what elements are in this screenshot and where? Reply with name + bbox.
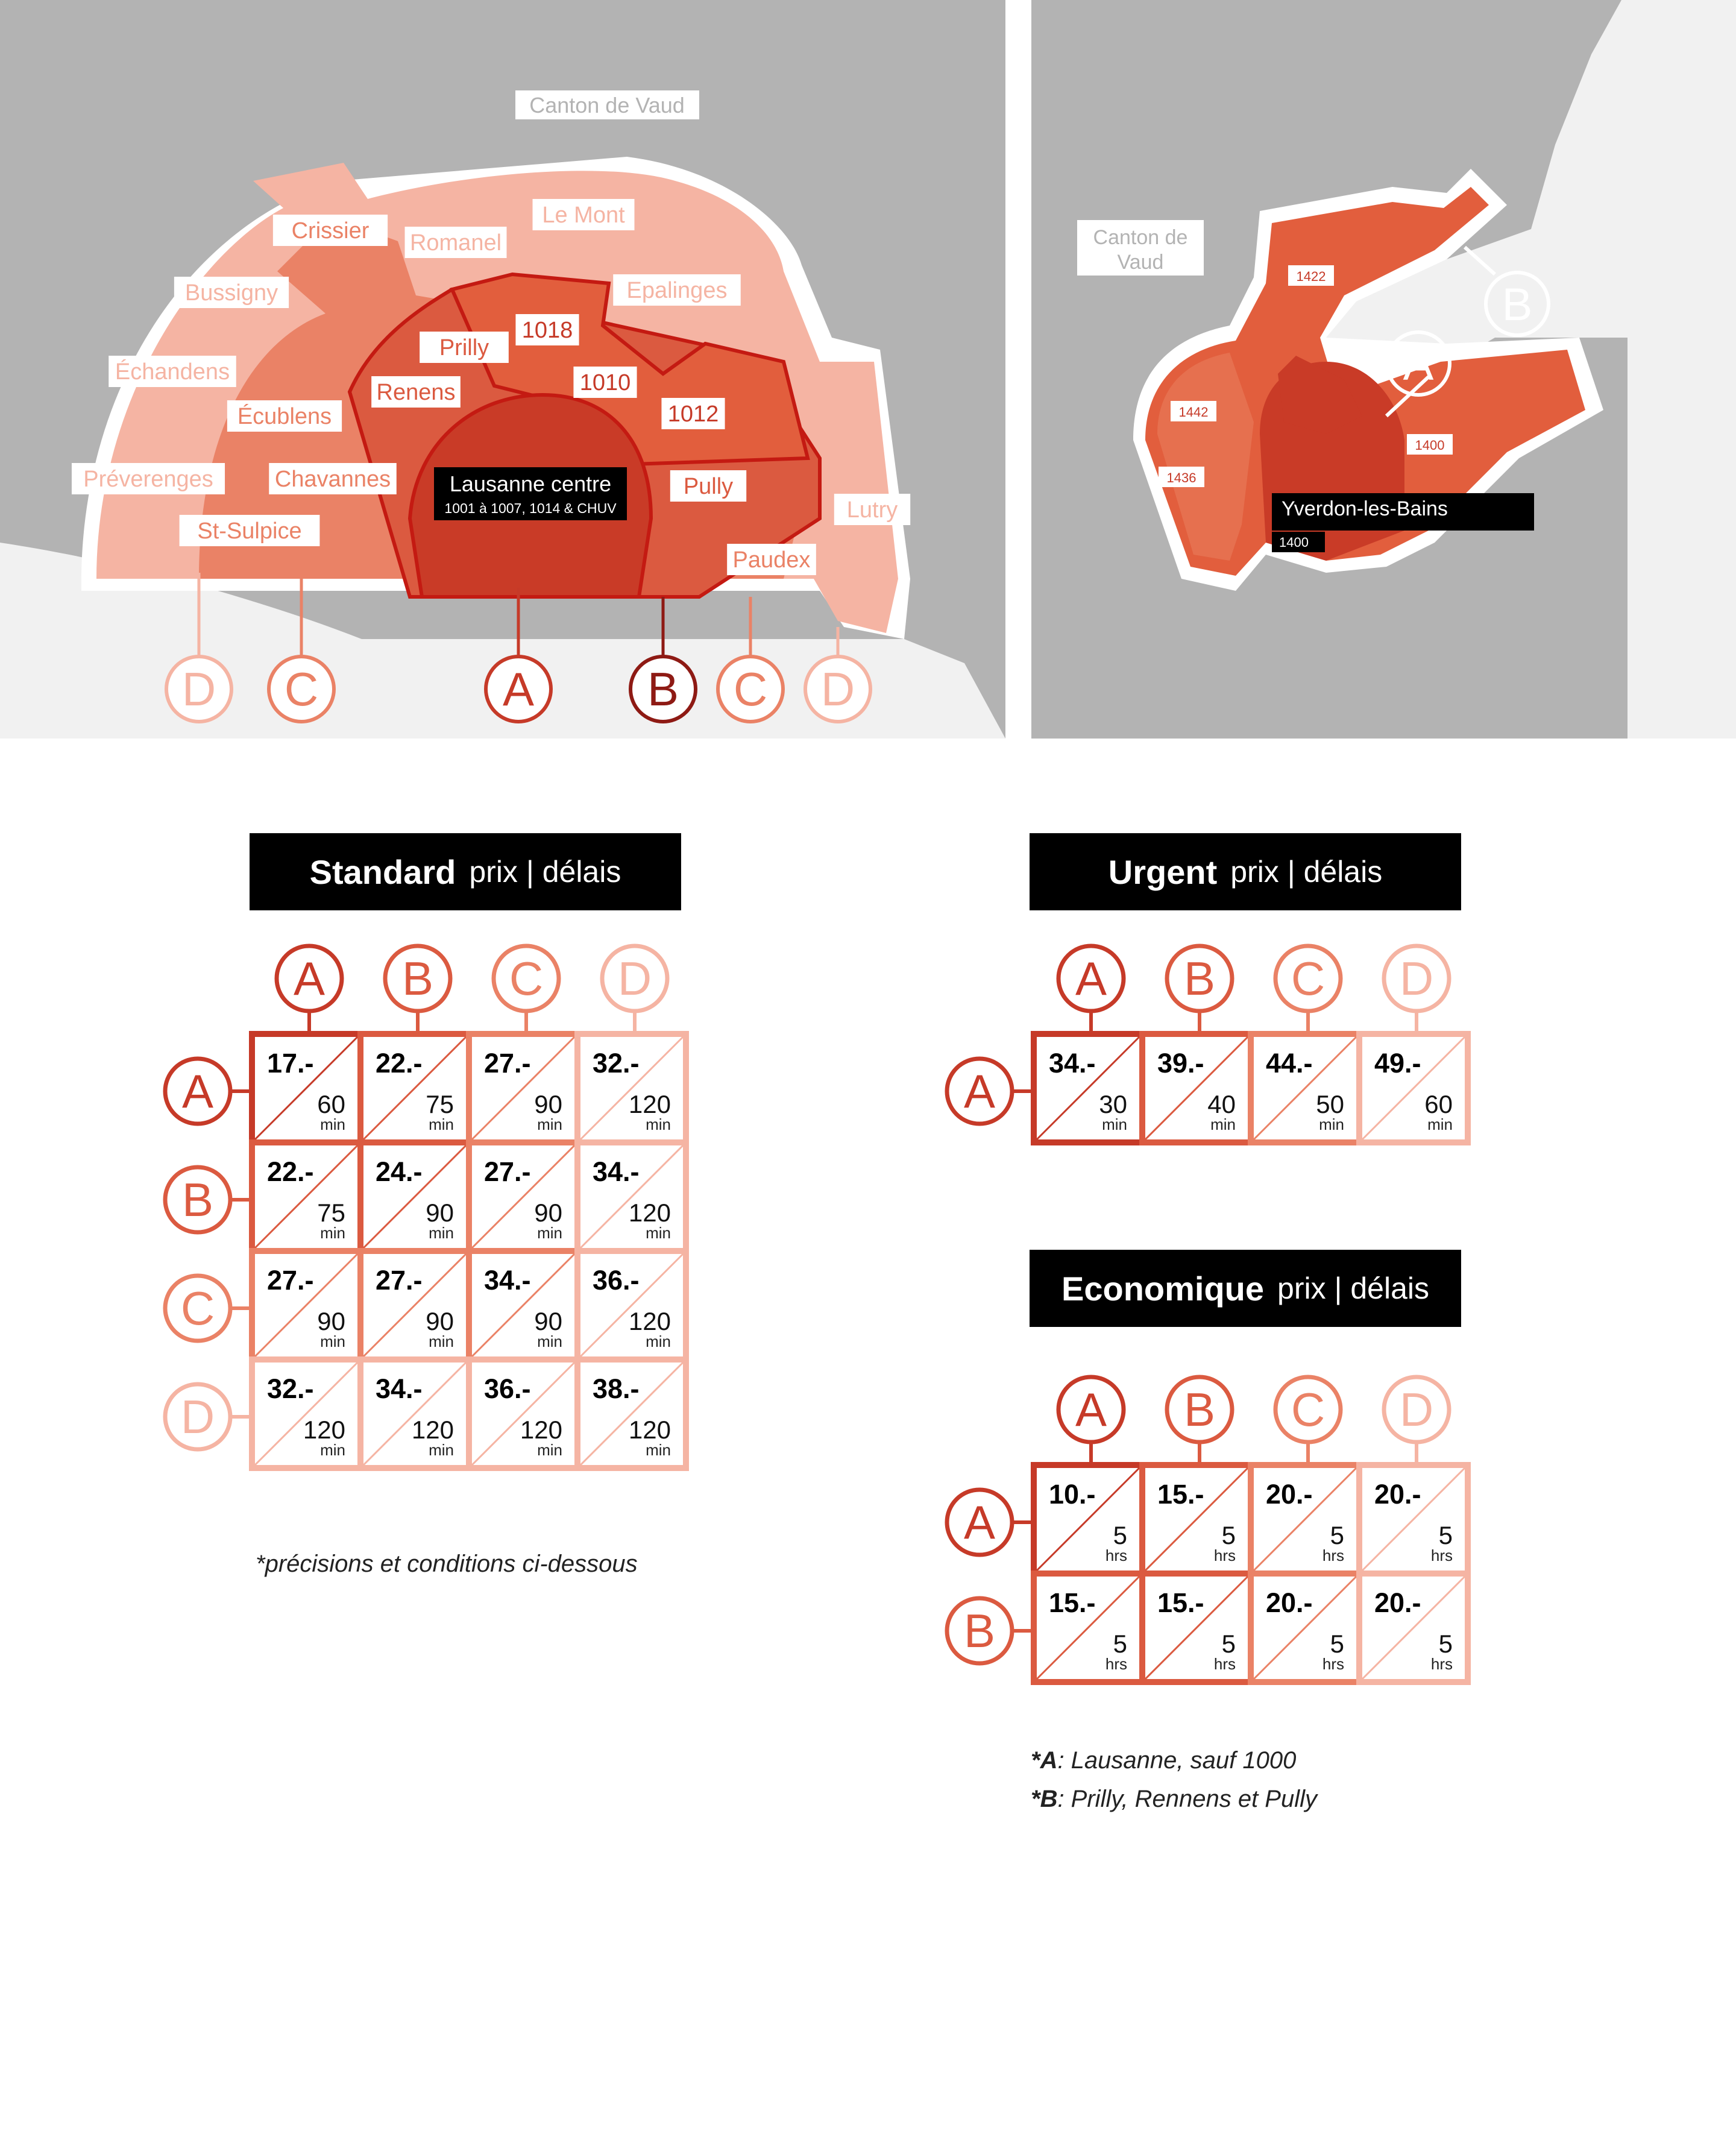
delay-value: 5	[1438, 1521, 1453, 1549]
place-label	[613, 274, 741, 306]
delay-unit: min	[1319, 1115, 1344, 1133]
yverdon-map	[1031, 0, 1736, 739]
row-zone-a	[947, 1490, 1012, 1555]
column-zone-b	[1167, 946, 1232, 1011]
column-zone-c	[1275, 1377, 1341, 1442]
zone-marker-c	[269, 657, 334, 722]
price-cell	[1145, 1468, 1248, 1570]
price-value: 20.-	[1374, 1587, 1421, 1618]
delay-unit: hrs	[1322, 1546, 1344, 1564]
delay-value: 5	[1330, 1630, 1344, 1658]
column-zone-d	[602, 946, 667, 1011]
svg-text:C: C	[180, 1282, 215, 1335]
delay-value: 90	[426, 1199, 454, 1227]
delay-value: 50	[1316, 1090, 1344, 1118]
yverdon-sublabel: 1400	[1279, 535, 1309, 550]
price-cell	[1362, 1577, 1465, 1679]
svg-text:B: B	[1183, 952, 1216, 1005]
column-zone-a	[277, 946, 342, 1011]
row-zone-a	[165, 1059, 230, 1124]
price-cell	[1362, 1037, 1465, 1139]
delay-value: 60	[317, 1090, 345, 1118]
postal-code-label	[1159, 467, 1204, 487]
delay-unit: hrs	[1322, 1655, 1344, 1673]
place-label	[174, 277, 289, 308]
svg-text:C: C	[1291, 1383, 1326, 1436]
svg-text:D: D	[180, 1390, 215, 1443]
note-a-text: : Lausanne, sauf 1000	[1057, 1747, 1297, 1774]
delay-unit: min	[1102, 1115, 1127, 1133]
row-zone-b	[165, 1167, 230, 1232]
row-zone-b	[947, 1598, 1012, 1663]
place-label	[420, 332, 509, 363]
svg-text:Epalinges: Epalinges	[626, 278, 728, 303]
delay-value: 75	[317, 1199, 345, 1227]
delay-value: 5	[1113, 1521, 1127, 1549]
price-cell	[255, 1254, 357, 1356]
zone-marker-a	[486, 657, 551, 722]
svg-text:C: C	[733, 663, 768, 716]
delay-value: 120	[628, 1199, 671, 1227]
economique-note-a	[1031, 1747, 1296, 1774]
delay-value: 60	[1424, 1090, 1453, 1118]
row-zone-a	[947, 1059, 1012, 1124]
price-value: 38.-	[593, 1373, 640, 1404]
price-cell	[580, 1145, 683, 1248]
delay-unit: hrs	[1430, 1655, 1453, 1673]
economique-subtitle: prix | délais	[1277, 1271, 1429, 1305]
canton-label: Canton de Vaud	[529, 93, 685, 118]
svg-text:A: A	[502, 663, 535, 716]
price-cell	[363, 1363, 466, 1465]
svg-text:Échandens: Échandens	[115, 359, 230, 385]
standard-table	[156, 944, 698, 1480]
svg-text:C: C	[509, 952, 544, 1005]
price-value: 32.-	[267, 1373, 314, 1404]
price-value: 27.-	[484, 1048, 531, 1079]
economique-header	[1030, 1250, 1461, 1327]
delay-value: 90	[317, 1307, 345, 1335]
price-value: 15.-	[1049, 1587, 1096, 1618]
price-value: 34.-	[593, 1156, 640, 1187]
zone-marker-d	[805, 657, 870, 722]
price-value: 44.-	[1266, 1048, 1313, 1079]
price-value: 49.-	[1374, 1048, 1421, 1079]
map-divider	[1005, 0, 1031, 742]
zone-marker-d	[166, 657, 231, 722]
price-cell	[255, 1037, 357, 1139]
yverdon-label: Yverdon-les-Bains	[1282, 497, 1448, 520]
canton-label-right-1: Canton de	[1093, 226, 1188, 249]
price-cell	[1254, 1037, 1356, 1139]
price-value: 36.-	[484, 1373, 531, 1404]
price-cell	[472, 1145, 574, 1248]
price-cell	[255, 1145, 357, 1248]
standard-header	[250, 833, 681, 910]
delay-value: 120	[628, 1416, 671, 1444]
price-value: 22.-	[376, 1048, 423, 1079]
svg-text:1422: 1422	[1296, 269, 1326, 284]
price-cell	[580, 1254, 683, 1356]
column-zone-c	[1275, 946, 1341, 1011]
svg-text:Bussigny: Bussigny	[184, 280, 278, 306]
delay-unit: hrs	[1105, 1546, 1127, 1564]
note-b-text: : Prilly, Rennens et Pully	[1057, 1786, 1317, 1812]
center-sublabel: 1001 à 1007, 1014 & CHUV	[444, 500, 617, 516]
price-cell	[1254, 1577, 1356, 1679]
urgent-table	[937, 944, 1480, 1155]
canton-label-right-2: Vaud	[1117, 251, 1164, 274]
place-label	[405, 227, 507, 258]
column-zone-d	[1384, 946, 1449, 1011]
svg-text:D: D	[617, 952, 652, 1005]
urgent-title: Urgent	[1108, 852, 1218, 891]
svg-text:B: B	[1183, 1383, 1216, 1436]
svg-text:Chavannes: Chavannes	[274, 467, 391, 492]
price-cell	[1037, 1577, 1139, 1679]
delay-unit: hrs	[1105, 1655, 1127, 1673]
svg-text:B: B	[401, 952, 434, 1005]
standard-note: *précisions et conditions ci-dessous	[256, 1551, 638, 1577]
delay-unit: min	[429, 1332, 454, 1350]
svg-text:1018: 1018	[521, 318, 573, 343]
svg-text:Prilly: Prilly	[439, 335, 489, 361]
svg-text:D: D	[1399, 1383, 1434, 1436]
svg-text:1010: 1010	[579, 370, 631, 395]
svg-text:A: A	[293, 952, 326, 1005]
column-zone-c	[494, 946, 559, 1011]
delay-unit: min	[429, 1115, 454, 1133]
place-label	[273, 215, 388, 246]
place-label	[227, 400, 342, 432]
place-label	[269, 463, 397, 494]
delay-unit: min	[646, 1441, 671, 1459]
column-zone-a	[1058, 1377, 1124, 1442]
delay-value: 5	[1221, 1521, 1236, 1549]
standard-title: Standard	[309, 852, 456, 891]
price-value: 10.-	[1049, 1479, 1096, 1510]
svg-text:A: A	[1075, 952, 1107, 1005]
delay-unit: hrs	[1213, 1546, 1236, 1564]
svg-text:1400: 1400	[1415, 438, 1445, 453]
price-value: 27.-	[267, 1265, 314, 1296]
delay-unit: min	[320, 1441, 345, 1459]
svg-text:A: A	[1075, 1383, 1107, 1436]
delay-value: 90	[534, 1307, 562, 1335]
svg-text:1012: 1012	[667, 402, 719, 427]
postal-code-label	[1171, 401, 1216, 421]
delay-unit: min	[537, 1332, 562, 1350]
price-cell	[580, 1037, 683, 1139]
delay-unit: min	[1427, 1115, 1453, 1133]
lausanne-map	[0, 0, 1005, 739]
column-zone-b	[385, 946, 450, 1011]
price-cell	[472, 1254, 574, 1356]
delay-unit: hrs	[1213, 1655, 1236, 1673]
svg-text:St-Sulpice: St-Sulpice	[197, 518, 302, 544]
price-cell	[472, 1363, 574, 1465]
svg-text:Le Mont: Le Mont	[542, 203, 625, 228]
maps	[0, 0, 1736, 742]
price-cell	[472, 1037, 574, 1139]
svg-text:B: B	[181, 1173, 214, 1226]
delay-unit: min	[320, 1332, 345, 1350]
place-label	[661, 398, 725, 429]
zone-marker-b	[631, 657, 696, 722]
svg-text:Lutry: Lutry	[846, 497, 898, 523]
delay-unit: min	[537, 1224, 562, 1242]
row-zone-c	[165, 1276, 230, 1341]
delay-unit: min	[1210, 1115, 1236, 1133]
delay-unit: min	[537, 1441, 562, 1459]
svg-text:C: C	[1291, 952, 1326, 1005]
price-cell	[1037, 1037, 1139, 1139]
delay-unit: min	[320, 1115, 345, 1133]
delay-unit: min	[646, 1332, 671, 1350]
svg-text:1442: 1442	[1178, 405, 1209, 420]
svg-text:D: D	[181, 663, 216, 716]
svg-text:Écublens: Écublens	[237, 404, 332, 429]
delay-unit: hrs	[1430, 1546, 1453, 1564]
price-value: 34.-	[376, 1373, 423, 1404]
place-label	[727, 544, 816, 575]
place-label	[834, 494, 910, 525]
svg-text:Préverenges: Préverenges	[83, 467, 213, 492]
svg-text:Pully: Pully	[683, 474, 734, 499]
note-b-key: *B	[1031, 1786, 1058, 1812]
delay-value: 5	[1438, 1630, 1453, 1658]
delay-value: 75	[426, 1090, 454, 1118]
price-value: 20.-	[1266, 1479, 1313, 1510]
delay-value: 90	[534, 1090, 562, 1118]
svg-text:D: D	[1399, 952, 1434, 1005]
price-cell	[580, 1363, 683, 1465]
price-cell	[363, 1145, 466, 1248]
delay-value: 90	[534, 1199, 562, 1227]
delay-value: 5	[1330, 1521, 1344, 1549]
price-cell	[255, 1363, 357, 1465]
delay-unit: min	[646, 1115, 671, 1133]
place-label	[515, 314, 579, 345]
delay-value: 120	[628, 1090, 671, 1118]
delay-value: 120	[628, 1307, 671, 1335]
price-cell	[1037, 1468, 1139, 1570]
svg-text:Renens: Renens	[376, 380, 456, 405]
svg-text:A: A	[963, 1496, 996, 1549]
svg-text:B: B	[647, 663, 679, 716]
svg-text:A: A	[181, 1065, 214, 1118]
price-value: 27.-	[484, 1156, 531, 1187]
delay-value: 30	[1099, 1090, 1127, 1118]
column-zone-b	[1167, 1377, 1232, 1442]
economique-table	[937, 1375, 1480, 1700]
price-cell	[363, 1254, 466, 1356]
price-cell	[1145, 1577, 1248, 1679]
price-value: 34.-	[1049, 1048, 1096, 1079]
delay-value: 120	[520, 1416, 562, 1444]
economique-title: Economique	[1061, 1269, 1265, 1308]
delay-unit: min	[646, 1224, 671, 1242]
svg-text:Paudex: Paudex	[732, 547, 811, 573]
price-cell	[1145, 1037, 1248, 1139]
price-value: 20.-	[1266, 1587, 1313, 1618]
price-value: 22.-	[267, 1156, 314, 1187]
delay-value: 90	[426, 1307, 454, 1335]
delay-unit: min	[429, 1224, 454, 1242]
row-zone-d	[165, 1384, 230, 1449]
postal-code-label	[1288, 265, 1334, 286]
center-label: Lausanne centre	[449, 471, 612, 496]
price-cell	[1254, 1468, 1356, 1570]
price-value: 24.-	[376, 1156, 423, 1187]
price-value: 15.-	[1157, 1479, 1204, 1510]
postal-code-label	[1407, 434, 1453, 455]
place-label	[180, 515, 320, 546]
economique-note-b	[1031, 1786, 1317, 1813]
delay-unit: min	[320, 1224, 345, 1242]
svg-text:1436: 1436	[1166, 470, 1197, 485]
price-value: 27.-	[376, 1265, 423, 1296]
place-label	[533, 199, 635, 230]
delay-value: 40	[1207, 1090, 1236, 1118]
column-zone-a	[1058, 946, 1124, 1011]
urgent-subtitle: prix | délais	[1230, 855, 1383, 889]
place-label	[72, 463, 225, 494]
svg-text:Romanel: Romanel	[409, 230, 502, 256]
place-label	[371, 376, 461, 408]
zone-marker-c	[718, 657, 783, 722]
place-label	[108, 356, 236, 387]
place-label	[573, 367, 637, 398]
svg-text:B: B	[1502, 279, 1533, 330]
column-zone-d	[1384, 1377, 1449, 1442]
urgent-header	[1030, 833, 1461, 910]
price-value: 36.-	[593, 1265, 640, 1296]
price-cell	[363, 1037, 466, 1139]
price-cell	[1362, 1468, 1465, 1570]
svg-text:A: A	[963, 1065, 996, 1118]
svg-text:B: B	[963, 1604, 996, 1657]
delay-value: 120	[303, 1416, 345, 1444]
svg-text:Crissier: Crissier	[291, 218, 370, 244]
svg-text:D: D	[820, 663, 855, 716]
delay-value: 120	[411, 1416, 454, 1444]
price-value: 17.-	[267, 1048, 314, 1079]
price-value: 34.-	[484, 1265, 531, 1296]
standard-subtitle: prix | délais	[469, 855, 621, 889]
price-value: 15.-	[1157, 1587, 1204, 1618]
price-value: 39.-	[1157, 1048, 1204, 1079]
place-label	[670, 470, 746, 502]
price-value: 20.-	[1374, 1479, 1421, 1510]
svg-text:C: C	[284, 663, 319, 716]
delay-value: 5	[1221, 1630, 1236, 1658]
delay-value: 5	[1113, 1630, 1127, 1658]
price-value: 32.-	[593, 1048, 640, 1079]
svg-text:A: A	[1403, 339, 1434, 390]
delay-unit: min	[537, 1115, 562, 1133]
delay-unit: min	[429, 1441, 454, 1459]
note-a-key: *A	[1031, 1747, 1058, 1774]
